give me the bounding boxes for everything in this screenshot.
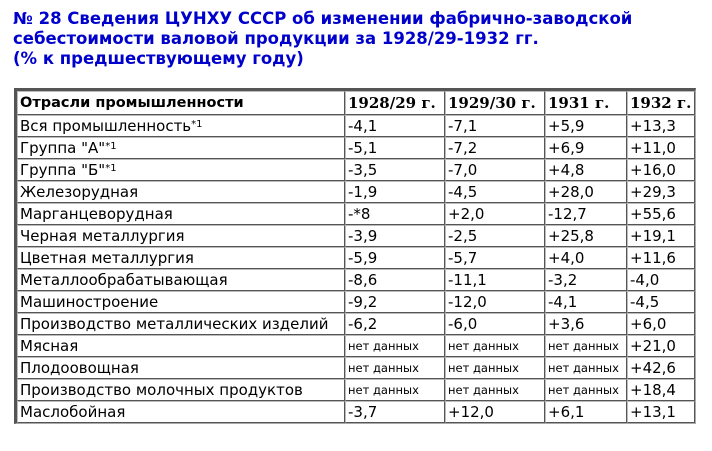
value-cell: -1,9 [345,181,445,203]
industry-cell [17,291,345,313]
value-cell: -4,1 [545,291,627,313]
value-cell: +13,1 [627,401,695,423]
industry-name: Маслобойная [20,402,126,421]
industry-name: Металлообрабатывающая [20,270,228,289]
value-cell: -6,2 [345,313,445,335]
industry-cell [17,379,345,401]
value-cell: нет данных [445,379,545,401]
industry-name: Железорудная [20,182,139,201]
table-row [17,181,695,203]
table-row [17,269,695,291]
title-line-2: себестоимости валовой продукции за 1928/29-1932 гг. [13,29,539,48]
value-cell: нет данных [545,335,627,357]
industry-cell [17,269,345,291]
industry-name: Производство металлических изделий [20,314,329,333]
value-cell: нет данных [545,379,627,401]
value-cell: -2,5 [445,225,545,247]
footnote-marker: *1 [191,118,203,130]
industry-name: Вся промышленность [20,116,192,135]
value-cell: +6,0 [627,313,695,335]
value-cell: -4,5 [627,291,695,313]
industry-name: Черная металлургия [20,226,185,245]
table-row [17,225,695,247]
value-cell: +29,3 [627,181,695,203]
value-cell: +42,6 [627,357,695,379]
table-header-row [17,91,695,115]
industry-name: Плодоовощная [20,358,139,377]
value-cell: +6,1 [545,401,627,423]
document-title [13,9,703,69]
industry-cell [17,313,345,335]
value-cell: +11,0 [627,137,695,159]
value-cell: +5,9 [545,115,627,137]
value-cell: нет данных [445,357,545,379]
value-cell: нет данных [545,357,627,379]
value-cell: +25,8 [545,225,627,247]
value-cell: +28,0 [545,181,627,203]
industry-cell [17,115,345,137]
industry-name: Марганцеворудная [20,204,173,223]
table-row [17,357,695,379]
title-line-1: № 28 Сведения ЦУНХУ СССР об изменении фабрично-заводской [13,9,633,28]
industry-cell [17,335,345,357]
value-cell: -4,5 [445,181,545,203]
value-cell: -12,0 [445,291,545,313]
industry-cell [17,203,345,225]
value-cell: +12,0 [445,401,545,423]
value-cell: +19,1 [627,225,695,247]
value-cell: -3,5 [345,159,445,181]
industry-name: Группа "А" [20,138,106,157]
value-cell: -5,7 [445,247,545,269]
footnote-marker: *1 [105,162,117,174]
table-row [17,159,695,181]
header-industry: Отрасли промышленности [17,91,345,115]
industry-name: Машиностроение [20,292,159,311]
value-cell: нет данных [345,335,445,357]
value-cell: +16,0 [627,159,695,181]
industry-name: Цветная металлургия [20,248,194,267]
value-cell: +2,0 [445,203,545,225]
value-cell: +18,4 [627,379,695,401]
table-row [17,247,695,269]
industry-cell [17,401,345,423]
value-cell: +6,9 [545,137,627,159]
value-cell: нет данных [345,357,445,379]
header-1928-29: 1928/29 г. [345,91,445,115]
header-1929-30: 1929/30 г. [445,91,545,115]
table-row [17,401,695,423]
title-line-3: (% к предшествующему году) [13,49,304,68]
table-row [17,335,695,357]
value-cell: -8,6 [345,269,445,291]
industry-cell [17,137,345,159]
value-cell: -12,7 [545,203,627,225]
value-cell: нет данных [445,335,545,357]
value-cell: -3,2 [545,269,627,291]
table-row [17,115,695,137]
value-cell: +11,6 [627,247,695,269]
footnote-marker: *1 [105,140,117,152]
industry-cell [17,181,345,203]
industry-cell [17,357,345,379]
value-cell: +3,6 [545,313,627,335]
table-row [17,291,695,313]
value-cell: +13,3 [627,115,695,137]
table-row [17,313,695,335]
value-cell: -3,9 [345,225,445,247]
value-cell: -7,2 [445,137,545,159]
value-cell: нет данных [345,379,445,401]
table-row [17,203,695,225]
header-1931: 1931 г. [545,91,627,115]
value-cell: -5,9 [345,247,445,269]
industry-cell [17,225,345,247]
value-cell: -5,1 [345,137,445,159]
industry-cell [17,247,345,269]
industry-name: Производство молочных продуктов [20,380,303,399]
value-cell: -6,0 [445,313,545,335]
industry-cell [17,159,345,181]
cost-change-table [14,88,696,424]
value-cell: -4,0 [627,269,695,291]
value-cell: +55,6 [627,203,695,225]
value-cell: -11,1 [445,269,545,291]
table-body [17,115,695,423]
value-cell: -9,2 [345,291,445,313]
value-cell: +4,0 [545,247,627,269]
value-cell: -*8 [345,203,445,225]
header-1932: 1932 г. [627,91,695,115]
industry-name: Мясная [20,336,79,355]
value-cell: -4,1 [345,115,445,137]
industry-name: Группа "Б" [20,160,106,179]
value-cell: -7,0 [445,159,545,181]
table-row [17,137,695,159]
value-cell: -3,7 [345,401,445,423]
value-cell: +21,0 [627,335,695,357]
value-cell: -7,1 [445,115,545,137]
value-cell: +4,8 [545,159,627,181]
table-row [17,379,695,401]
